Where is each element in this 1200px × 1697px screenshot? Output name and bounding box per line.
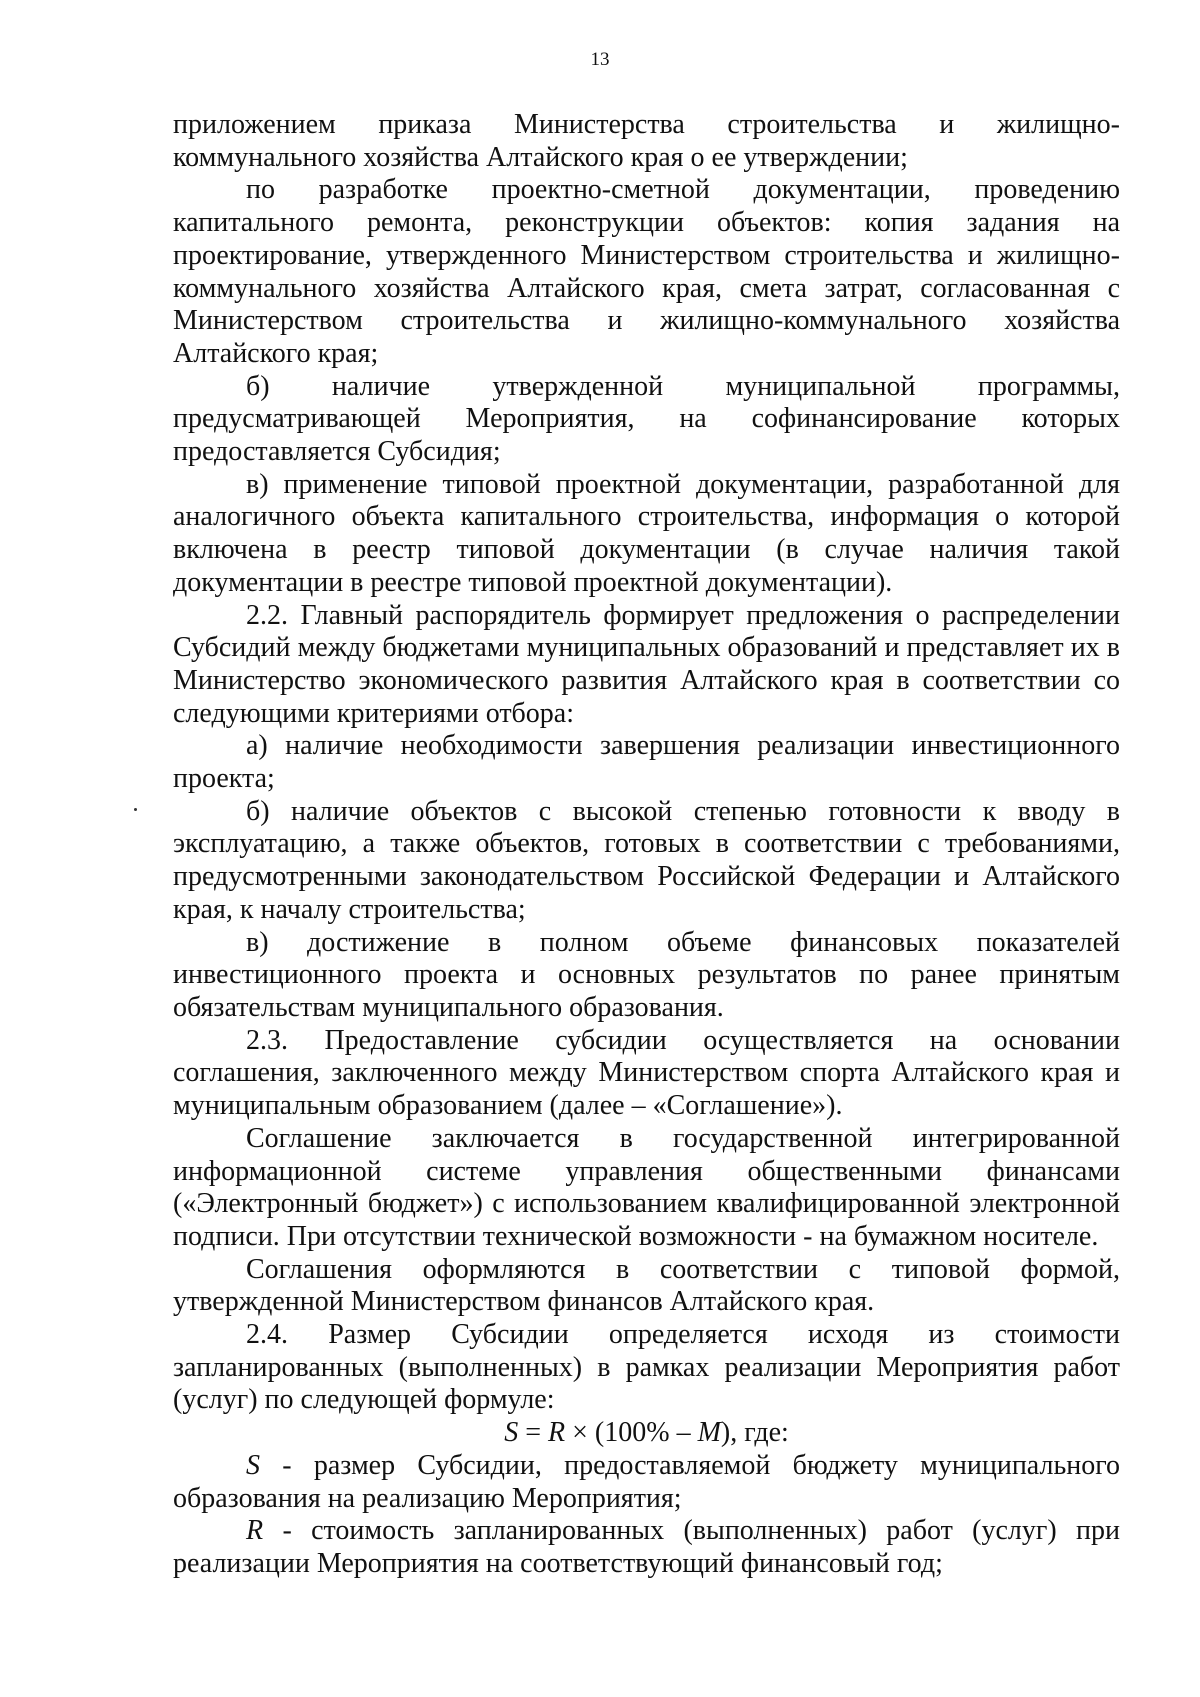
subsidy-formula bbox=[173, 1417, 1120, 1450]
paragraph-4: в) применение типовой проектной документации, разработанной для аналогичного объекта капитального строительства, информация о которой включена в реестр типовой документации (в случае наличия такой документации в реестре типовой проектной документации). bbox=[173, 468, 1120, 598]
formula-tail: ), где: bbox=[720, 1417, 789, 1449]
paragraph-9: 2.3. Предоставление субсидии осуществляется на основании соглашения, заключенного между Министерством спорта Алтайского края и муниципальным образованием (далее – «Соглашение»). bbox=[173, 1024, 1120, 1122]
definition-r-var: R bbox=[246, 1515, 264, 1547]
definition-s bbox=[173, 1450, 1120, 1515]
paragraph-12: 2.4. Размер Субсидии определяется исходя из стоимости запланированных (выполненных) в рамках реализации Мероприятия работ (услуг) по следующей формуле: bbox=[173, 1319, 1120, 1416]
page-number: 13 bbox=[590, 49, 610, 70]
scan-speck bbox=[134, 808, 137, 811]
definition-s-text: - размер Субсидии, предоставляемой бюджету муниципального образования на реализацию Мероприятия; bbox=[173, 1449, 1120, 1514]
paragraph-10: Соглашение заключается в государственной интегрированной информационной системе управления общественными финансами («Электронный бюджет») с использованием квалифицированной электронной подписи. При отсутствии технической возможности - на бумажном носителе. bbox=[173, 1122, 1120, 1252]
paragraph-8: в) достижение в полном объеме финансовых показателей инвестиционного проекта и основных результатов по ранее принятым обязательствам муниципального образования. bbox=[173, 926, 1120, 1023]
definition-s-var: S bbox=[246, 1449, 260, 1481]
formula-var-s: S bbox=[504, 1417, 519, 1449]
paragraph-6: а) наличие необходимости завершения реализации инвестиционного проекта; bbox=[173, 730, 1120, 795]
definition-r-text: - стоимость запланированных (выполненных) работ (услуг) при реализации Мероприятия на соответствующий финансовый год; bbox=[173, 1515, 1120, 1579]
document-body bbox=[173, 109, 1120, 1581]
paragraph-1: приложением приказа Министерства строительства и жилищно-коммунального хозяйства Алтайского края о ее утверждении; bbox=[173, 109, 1120, 173]
paragraph-7: б) наличие объектов с высокой степенью готовности к вводу в эксплуатацию, а также объектов, готовых в соответствии с требованиями, предусмотренными законодательством Российской Федерации и Алтайского края, к началу строительства; bbox=[173, 795, 1120, 925]
formula-middle: × (100% – bbox=[565, 1417, 698, 1449]
paragraph-2: по разработке проектно-сметной документации, проведению капитального ремонта, реконструкции объектов: копия задания на проектирование, утвержденного Министерством строительства и жилищно-коммунального хозяйства Алтайского края, смета затрат, согласованная с Министерством строительства и жилищно-коммунального хозяйства Алтайского края; bbox=[173, 174, 1120, 369]
formula-var-r: R bbox=[548, 1417, 566, 1449]
paragraph-11: Соглашения оформляются в соответствии с типовой формой, утвержденной Министерством финансов Алтайского края. bbox=[173, 1253, 1120, 1318]
paragraph-5: 2.2. Главный распорядитель формирует предложения о распределении Субсидий между бюджетами муниципальных образований и представляет их в Министерство экономического развития Алтайского края в соответствии со следующими критериями отбора: bbox=[173, 599, 1120, 729]
paragraph-3: б) наличие утвержденной муниципальной программы, предусматривающей Мероприятия, на софинансирование которых предоставляется Субсидия; bbox=[173, 370, 1120, 468]
formula-equals: = bbox=[518, 1417, 549, 1449]
formula-var-m: M bbox=[697, 1417, 721, 1449]
definition-r bbox=[173, 1515, 1120, 1580]
